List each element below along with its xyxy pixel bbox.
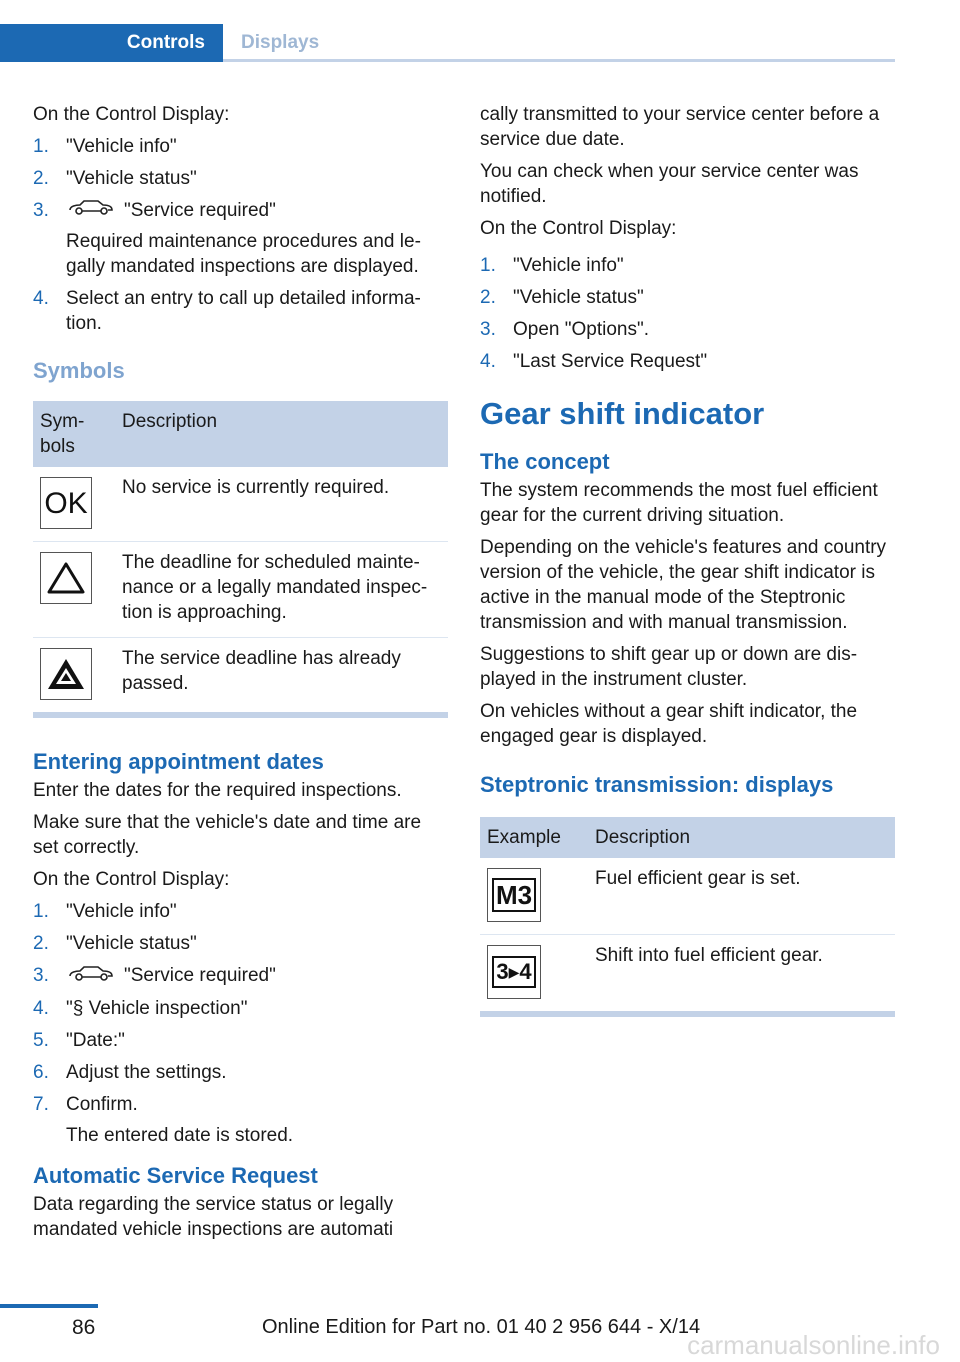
list-item: 2. "Vehicle status" bbox=[33, 168, 197, 189]
footer-bar bbox=[0, 1304, 98, 1308]
paragraph: cally transmitted to your service center before a service due date. bbox=[480, 104, 880, 150]
tab-controls[interactable]: Controls bbox=[0, 24, 223, 62]
steptronic-table bbox=[480, 817, 895, 1017]
car-icon bbox=[68, 964, 114, 989]
table-header: Description bbox=[115, 401, 448, 467]
paragraph: Suggestions to shift gear up or down are displayed in the instrument cluster. bbox=[480, 644, 858, 690]
warning-triangle-icon bbox=[40, 552, 92, 604]
header-rule bbox=[223, 59, 895, 62]
list-item: 2. "Vehicle status" bbox=[33, 933, 197, 955]
list-item: 1. "Vehicle info" bbox=[33, 901, 177, 923]
page-number: 86 bbox=[72, 1316, 96, 1339]
list-item: 4. Select an entry to call up detailed information. bbox=[33, 288, 421, 335]
list-item: 3. "Service required" Required maintenance procedures and legally mandated inspections are displayed. bbox=[33, 200, 421, 278]
tab-displays[interactable]: Displays bbox=[241, 32, 320, 53]
list-item: 4. "Last Service Request" bbox=[480, 351, 708, 372]
steptronic-heading: Steptronic transmission: displays bbox=[480, 772, 834, 797]
auto-service-heading: Automatic Service Request bbox=[33, 1162, 318, 1188]
edition-text: Online Edition for Part no. 01 40 2 956 644 - X/14 bbox=[262, 1316, 701, 1338]
list-item: 3. "Service required" bbox=[33, 963, 448, 988]
steps-list-1 bbox=[33, 134, 448, 336]
gear-shift-heading: Gear shift indicator bbox=[480, 396, 765, 431]
paragraph: Depending on the vehicle's features and country version of the vehicle, the gear shift indicator is active in the manual mode of the Steptronic transmission and with manual transmission. bbox=[480, 537, 887, 633]
list-item: 7. Confirm. The entered date is stored. bbox=[33, 1093, 294, 1146]
table-header: Symbols bbox=[33, 401, 115, 467]
intro-text: On the Control Display: bbox=[480, 218, 677, 239]
steps-list-3 bbox=[480, 253, 895, 374]
table-header: Description bbox=[588, 817, 895, 858]
shift-3-to-4-icon: 3 ▶ 4 bbox=[487, 945, 541, 999]
car-icon bbox=[68, 198, 114, 223]
paragraph: Data regarding the service status or legally mandated vehicle inspections are automati bbox=[33, 1193, 394, 1240]
table-row: The service deadline has already passed. bbox=[33, 638, 448, 716]
intro-text: On the Control Display: bbox=[33, 869, 230, 891]
list-item: 6. Adjust the settings. bbox=[33, 1061, 227, 1083]
paragraph: Make sure that the vehicle's date and time are set correctly. bbox=[33, 812, 422, 859]
list-item: 1. "Vehicle info" bbox=[480, 255, 624, 276]
intro-text: On the Control Display: bbox=[33, 104, 230, 125]
list-item: 1. "Vehicle info" bbox=[33, 136, 177, 157]
warning-triangle-filled-icon bbox=[40, 648, 92, 700]
steps-list-2 bbox=[33, 899, 448, 1147]
paragraph: On vehicles without a gear shift indicator, the engaged gear is displayed. bbox=[480, 701, 858, 747]
list-item: 3. Open "Options". bbox=[480, 319, 650, 340]
table-row: OK No service is currently required. bbox=[33, 467, 448, 542]
arrow-right-icon: ▶ bbox=[508, 964, 520, 980]
symbols-heading: Symbols bbox=[33, 358, 125, 384]
watermark: carmanualsonline.info bbox=[687, 1330, 940, 1360]
header-tabs bbox=[0, 24, 895, 62]
paragraph: The system recommends the most fuel efficient gear for the current driving situation. bbox=[480, 480, 878, 526]
ok-icon: OK bbox=[40, 477, 92, 529]
paragraph: You can check when your service center was notified. bbox=[480, 161, 859, 207]
list-item: 4. "§ Vehicle inspection" bbox=[33, 997, 248, 1019]
table-row: M3 Fuel efficient gear is set. bbox=[480, 858, 895, 935]
table-row: The deadline for scheduled maintenance or a legally mandated inspection is approaching. bbox=[33, 542, 448, 638]
appointment-heading: Entering appointment dates bbox=[33, 749, 324, 775]
symbols-table bbox=[33, 401, 448, 718]
concept-heading: The concept bbox=[480, 449, 610, 474]
table-header: Example bbox=[480, 817, 588, 858]
table-row: 3 ▶ 4 Shift into fuel efficient gear. bbox=[480, 935, 895, 1015]
left-column bbox=[33, 102, 448, 1249]
list-item: 5. "Date:" bbox=[33, 1029, 125, 1051]
m3-gear-icon: M3 bbox=[487, 868, 541, 922]
list-item: 2. "Vehicle status" bbox=[480, 287, 644, 308]
paragraph: Enter the dates for the required inspections. bbox=[33, 780, 402, 802]
right-column bbox=[480, 102, 895, 1047]
